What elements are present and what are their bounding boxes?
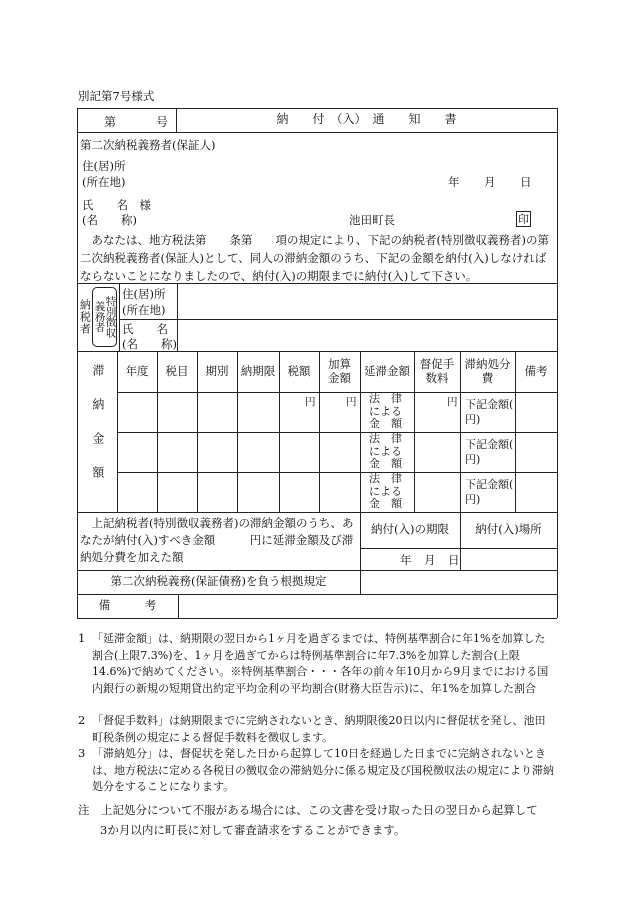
col-reminder-fee: 督促手数料 xyxy=(419,357,455,385)
taxpayer-name-label: 氏 名 xyxy=(122,322,168,336)
appeal-note-line1: 注 上記処分について不服がある場合には、この文書を受け取った日の翌日から起算して xyxy=(78,803,538,817)
delinquency-note-row1: 法 律による金 額 xyxy=(369,392,402,430)
guarantor-address-sublabel: (所在地) xyxy=(82,175,126,189)
note-number: 3 xyxy=(78,746,86,760)
col-fiscal-year: 年度 xyxy=(125,363,149,378)
guarantor-address-label: 住(居)所 xyxy=(82,159,126,173)
guarantor-name-sublabel: (名 称) xyxy=(82,213,137,227)
seal-mark: 印 xyxy=(518,213,529,226)
issue-date-month: 月 xyxy=(484,175,496,189)
special-collector-bracket xyxy=(92,287,117,347)
guarantor-label: 第二次納税義務者(保証人) xyxy=(80,138,216,152)
disposition-note-row3: 下記金額( 円) xyxy=(465,478,536,506)
tax-amount-yen: 円 xyxy=(305,396,316,408)
col-tax-item: 税目 xyxy=(165,363,189,378)
col-disposition-cost: 滞納処分費 xyxy=(464,357,511,385)
appeal-note-line2: 3か月以内に町長に対して審査請求をすることができます。 xyxy=(100,823,406,837)
col-delinquency-amount: 延滞金額 xyxy=(364,363,410,378)
col-period: 期別 xyxy=(205,363,229,378)
deadline-month: 月 xyxy=(424,553,436,567)
arrears-side-label-box xyxy=(77,351,117,512)
deadline-day: 日 xyxy=(448,553,460,567)
reminder-fee-yen: 円 xyxy=(447,396,458,408)
issuer-name: 池田町長 xyxy=(349,213,395,227)
payment-amount-text: 上記納税者(特別徴収義務者)の滞納金額のうち、あなたが納付(入)すべき金額 円に延滞金額及び滞納処分費を加えた額 xyxy=(80,516,354,564)
taxpayer-name-sublabel: (名 称) xyxy=(122,337,177,351)
additional-amount-yen: 円 xyxy=(346,396,357,408)
number-suffix: 号 xyxy=(156,115,169,129)
number-prefix: 第 xyxy=(104,115,117,129)
payment-deadline-label: 納付(入)の期限 xyxy=(371,522,449,537)
note-number: 1 xyxy=(78,631,86,645)
liability-basis-label: 第二次納税義務(保証債務)を負う根拠規定 xyxy=(110,574,327,589)
deadline-year: 年 xyxy=(400,553,412,567)
form-id: 別記第7号様式 xyxy=(78,89,155,103)
guarantor-name-label: 氏 名 様 xyxy=(82,198,151,212)
arrears-side-label: 滞納金額 xyxy=(90,363,105,500)
issue-date-day: 日 xyxy=(520,175,532,189)
col-additional-amount: 加算金額 xyxy=(328,357,351,385)
note-text: 「滞納処分」は、督促状を発した日から起算して10日を経過した日までに完納されないときは、地方税法に定める各税目の徴収金の滞納処分に係る規定及び国税徴収法の規定により滞納処分をすることになります。 xyxy=(92,747,554,793)
disposition-note-row2: 下記金額( 円) xyxy=(465,438,536,466)
disposition-note-row1: 下記金額( 円) xyxy=(465,398,536,426)
special-collector-label: 特別徴収義務者 xyxy=(93,296,117,338)
notice-body-text: あなたは、地方税法第 条第 項の規定により、下記の納税者(特別徴収義務者)の第二次納税義務者(保証人)として、同人の滞納金額のうち、下記の金額を納付(入)しなければならないことになりましたので、納付(入)の期限までに納付(入)して下さい。 xyxy=(80,233,549,283)
taxpayer-address-sublabel: (所在地) xyxy=(122,303,166,317)
col-tax-amount: 税額 xyxy=(287,363,311,378)
remarks-label: 備 考 xyxy=(98,598,157,613)
note-text: 「督促手数料」は納期限までに完納されないとき、納期限後20日以内に督促状を発し、池田町税条例の規定による督促手数料を徴収します。 xyxy=(92,714,546,744)
delinquency-note-row3: 法 律による金 額 xyxy=(369,472,402,510)
note-text: 「延滞金額」は、納期限の翌日から1ヶ月を過ぎるまでは、特例基準割合に年1%を加算した割合(上限7.3%)を、1ヶ月を過ぎてからは特例基準割合に年7.3%を加算した割合(上限14.6%)で納めてください。※特例基準割合・・・各年の前々年10月から9月までにおける国内銀行の新規の短期貸出約定平均金利の平均割合(財務大臣告示)に、年1%を加算した割合 xyxy=(92,632,549,695)
payment-place-label: 納付(入)場所 xyxy=(475,522,542,537)
col-remarks: 備考 xyxy=(524,363,548,378)
issue-date-year: 年 xyxy=(448,175,460,189)
document-title: 納 付 （入） 通 知 書 xyxy=(276,112,457,127)
note-number: 2 xyxy=(78,713,86,727)
col-due-date: 納期限 xyxy=(240,363,276,378)
taxpayer-label: 納税者 xyxy=(78,299,92,335)
taxpayer-address-label: 住(居)所 xyxy=(122,287,166,301)
delinquency-note-row2: 法 律による金 額 xyxy=(369,432,402,470)
